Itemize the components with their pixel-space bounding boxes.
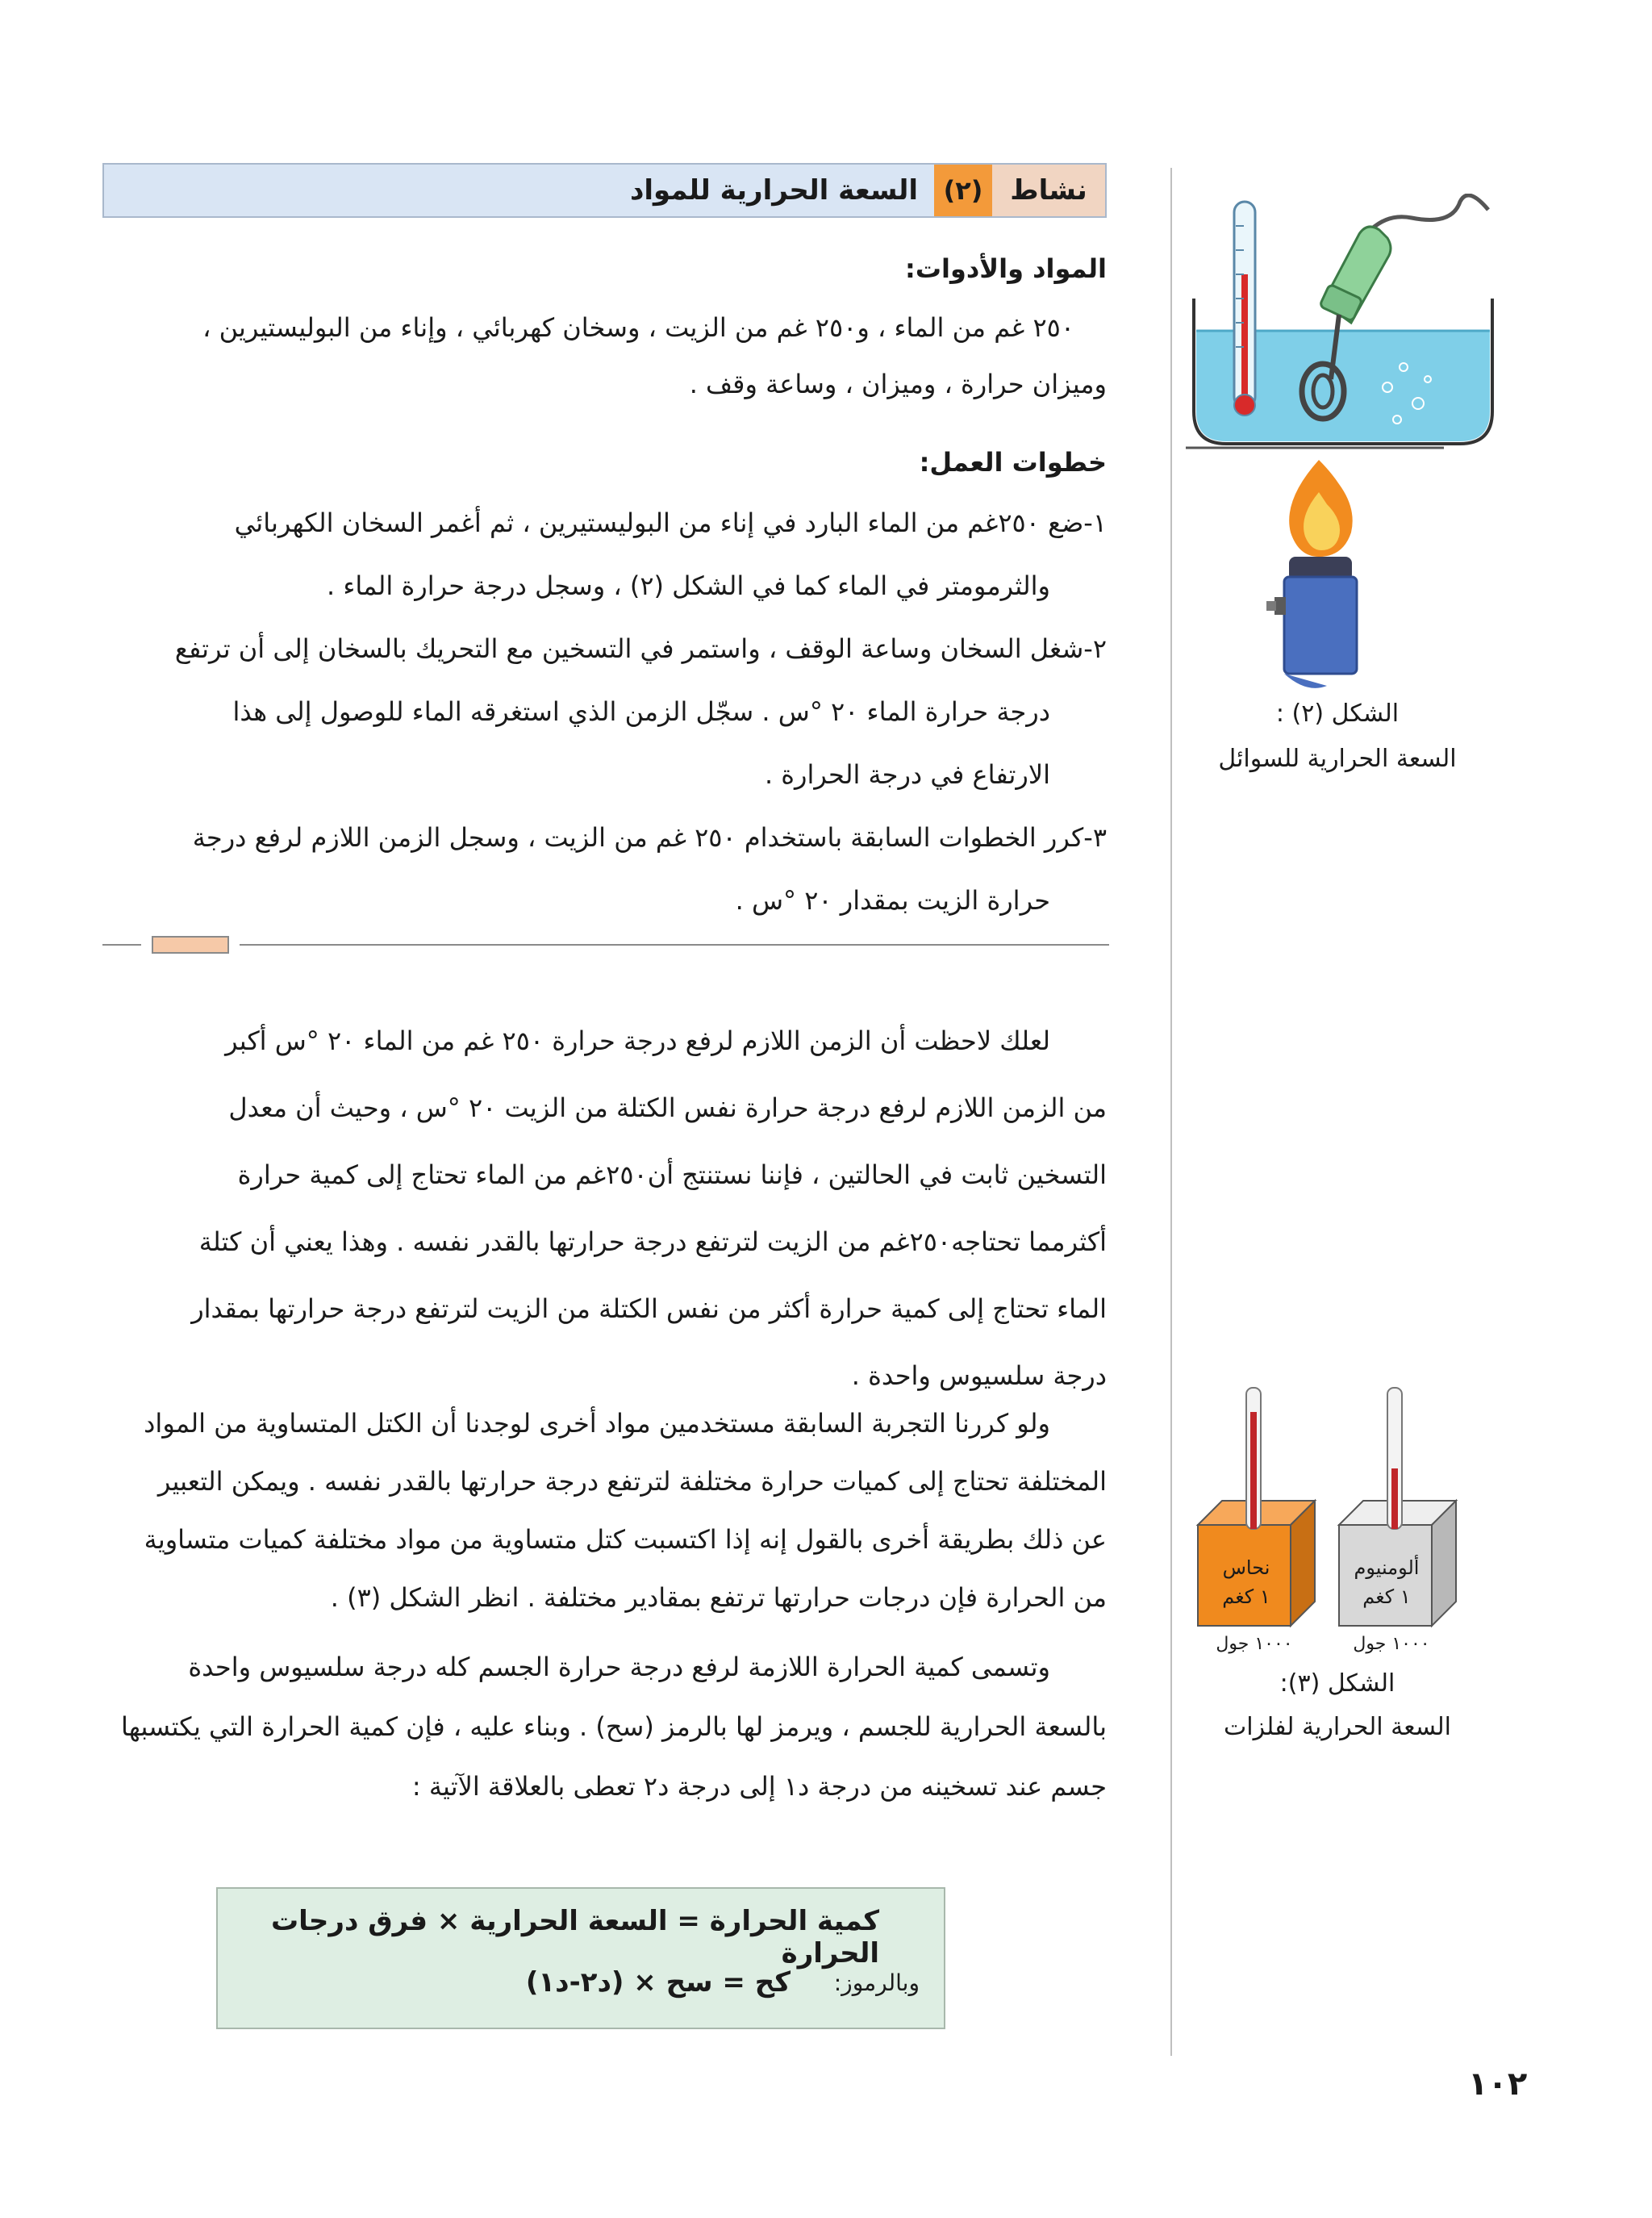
para-2-line-4: من الحرارة فإن درجات حرارتها ترتفع بمقادير مختلفة . انظر الشكل (٣) .: [330, 1582, 1107, 1613]
para-3-line-1: وتسمى كمية الحرارة اللازمة لرفع درجة حرارة الجسم كله درجة سلسيوس واحدة: [188, 1652, 1050, 1682]
step-2-line-3: الارتفاع في درجة الحرارة .: [764, 759, 1050, 790]
copper-label: [1202, 1553, 1291, 1611]
figure-3-caption-line-2: السعة الحرارية لفلزات: [1224, 1713, 1451, 1741]
materials-line-1: ٢٥٠ غم من الماء ، و٢٥٠ غم من الزيت ، وسخان كهربائي ، وإناء من البوليستيرين ،: [202, 312, 1074, 343]
step-2-line-2: درجة حرارة الماء ٢٠ °س . سجّل الزمن الذي استغرقه الماء للوصول إلى هذا: [232, 696, 1050, 727]
para-2-line-1: ولو كررنا التجربة السابقة مستخدمين مواد أخرى لوجدنا أن الكتل المتساوية من المواد: [144, 1408, 1050, 1439]
figure-3-caption-line-1: الشكل (٣):: [1279, 1669, 1395, 1698]
steps-heading: خطوات العمل:: [919, 447, 1107, 478]
step-3-line-2: حرارة الزيت بمقدار ٢٠ °س .: [735, 885, 1050, 916]
para-2-line-2: المختلفة تحتاج إلى كميات حرارة مختلفة لترتفع درجة حرارتها بالقدر نفسه . ويمكن التعبير: [157, 1466, 1107, 1497]
aluminium-name: ألومنيوم: [1354, 1556, 1420, 1579]
para-1-line-2: من الزمن اللازم لرفع درجة حرارة نفس الكتلة من الزيت ٢٠ °س ، وحيث أن معدل: [228, 1092, 1107, 1123]
step-3-line-1: ٣-كرر الخطوات السابقة باستخدام ٢٥٠ غم من الزيت ، وسجل الزمن اللازم لرفع درجة: [192, 822, 1107, 853]
flame-icon: [1289, 460, 1353, 557]
activity-label: نشاط: [992, 165, 1105, 216]
formula-symbols: كح = سح × (د٢-د١): [525, 1966, 791, 1999]
aluminium-energy: ١٠٠٠ جول: [1353, 1634, 1430, 1654]
formula-box: [216, 1887, 945, 2029]
copper-name: نحاس: [1222, 1556, 1270, 1579]
section-divider-end: [102, 944, 141, 946]
para-1-line-6: درجة سلسيوس واحدة .: [851, 1360, 1107, 1391]
formula-symbols-label: وبالرموز:: [833, 1969, 920, 1996]
para-1-line-5: الماء تحتاج إلى كمية حرارة أكثر من نفس الكتلة من الزيت لترتفع درجة حرارتها بمقدار: [191, 1293, 1107, 1324]
para-3-line-2: بالسعة الحرارية للجسم ، ويرمز لها بالرمز (سح) . وبناء عليه ، فإن كمية الحرارة التي يكتسبها: [120, 1711, 1107, 1742]
step-1-line-1: ١-ضع ٢٥٠غم من الماء البارد في إناء من البوليستيرين ، ثم أغمر السخان الكهربائي: [234, 508, 1107, 538]
para-3-line-3: جسم عند تسخينه من درجة د١ إلى درجة د٢ تعطى بالعلاقة الآتية :: [411, 1771, 1107, 1802]
materials-line-2: وميزان حرارة ، وميزان ، وساعة وقف .: [689, 369, 1107, 399]
column-rule: [1170, 168, 1172, 2056]
step-1-line-2: والثرمومتر في الماء كما في الشكل (٢) ، وسجل درجة حرارة الماء .: [327, 570, 1050, 601]
para-2-line-3: عن ذلك بطريقة أخرى بالقول إنه إذا اكتسبت كتل متساوية من مواد مختلفة كميات متساوية: [144, 1524, 1107, 1555]
aluminium-label: [1342, 1553, 1431, 1611]
para-1-line-1: لعلك لاحظت أن الزمن اللازم لرفع درجة حرارة ٢٥٠ غم من الماء ٢٠ °س أكبر: [225, 1025, 1050, 1056]
page-number: ١٠٢: [1468, 2066, 1528, 2103]
activity-number: (٢): [934, 165, 992, 216]
activity-title: السعة الحرارية للمواد: [629, 174, 918, 207]
thermometer: [1234, 202, 1255, 416]
para-1-line-3: التسخين ثابت في الحالتين ، فإننا نستنتج أن٢٥٠غم من الماء تحتاج إلى كمية حرارة: [237, 1159, 1107, 1190]
copper-thermometer: [1246, 1388, 1261, 1529]
figure-2-caption-line-2: السعة الحرارية للسوائل: [1218, 745, 1457, 773]
figure-2-caption-line-1: الشكل (٢) :: [1275, 700, 1400, 728]
activity-header: [102, 163, 1107, 218]
copper-energy: ١٠٠٠ جول: [1216, 1634, 1293, 1654]
para-1-line-4: أكثرمما تحتاجه٢٥٠غم من الزيت لترتفع درجة حرارتها بالقدر نفسه . وهذا يعني أن كتلة: [198, 1226, 1107, 1257]
aluminium-thermometer: [1387, 1388, 1402, 1529]
formula-words: كمية الحرارة = السعة الحرارية × فرق درجات الحرارة: [270, 1905, 879, 1969]
step-2-line-1: ٢-شغل السخان وساعة الوقف ، واستمر في التسخين مع التحريك بالسخان إلى أن ترتفع: [174, 633, 1107, 664]
bunsen-burner: [1266, 557, 1357, 688]
aluminium-mass: ١ كغم: [1362, 1585, 1411, 1608]
section-divider: [240, 944, 1109, 946]
materials-heading: المواد والأدوات:: [905, 253, 1107, 284]
copper-mass: ١ كغم: [1222, 1585, 1270, 1608]
figure-2-illustration: [1186, 194, 1508, 694]
divider-ornament: [152, 936, 229, 954]
